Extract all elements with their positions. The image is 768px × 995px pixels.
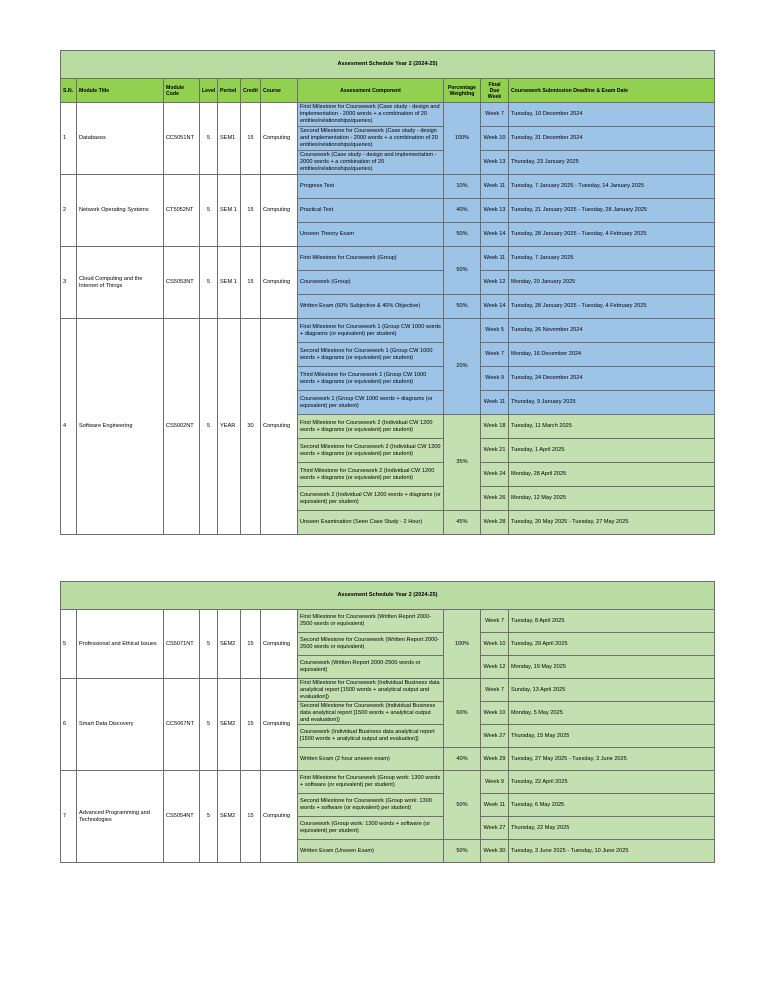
component-deadline: Monday, 28 April 2025 <box>509 463 715 487</box>
col-week: Final Due Week <box>481 79 509 103</box>
module-credit: 15 <box>241 610 261 679</box>
module-period: SEM2 <box>218 610 241 679</box>
module-title: Professional and Ethical Issues <box>77 610 164 679</box>
component-name: Unseen Examination (Seen Case Study - 2 Hour) <box>298 511 444 535</box>
component-weight: 40% <box>444 748 481 771</box>
component-name: Coursework (Individual Business data analytical report [1500 words + analytical output and evaluation]) <box>298 725 444 748</box>
module-code: CC5067NT <box>164 679 200 771</box>
component-weight: 60% <box>444 679 481 748</box>
component-week: Week 10 <box>481 127 509 151</box>
component-name: Coursework (Group work: 1300 words + software (or equivalent) per student) <box>298 817 444 840</box>
component-deadline: Tuesday, 29 April 2025 <box>509 633 715 656</box>
schedule-table-2 <box>60 581 715 863</box>
component-name: Second Milestone for Coursework (Individual Business data analytical report [1500 words + analytical output and evaluation]) <box>298 702 444 725</box>
component-deadline: Thursday, 23 January 2025 <box>509 151 715 175</box>
component-name: First Milestone for Coursework 1 (Group CW 1000 words + diagrams (or equivalent) per student) <box>298 319 444 343</box>
component-name: Second Milestone for Coursework (Case study - design and implementation - 2000 words + a combination of 20 entities/relationships/queries) <box>298 127 444 151</box>
component-deadline: Monday, 19 May 2025 <box>509 656 715 679</box>
module-title: Software Engineering <box>77 319 164 535</box>
component-weight: 50% <box>444 840 481 863</box>
module-course: Computing <box>261 679 298 771</box>
col-component: Assessment Component <box>298 79 444 103</box>
module-code: CS5054NT <box>164 771 200 863</box>
component-name: First Milestone for Coursework (Group) <box>298 247 444 271</box>
module-title: Databases <box>77 103 164 175</box>
module-code: CC5051NT <box>164 103 200 175</box>
module-period: SEM 1 <box>218 175 241 247</box>
component-name: Third Milestone for Coursework 1 (Group CW 1000 words + diagrams (or equivalent) per student) <box>298 367 444 391</box>
component-week: Week 27 <box>481 725 509 748</box>
component-week: Week 7 <box>481 610 509 633</box>
component-week: Week 18 <box>481 415 509 439</box>
module-code: CS5071NT <box>164 610 200 679</box>
component-week: Week 9 <box>481 771 509 794</box>
component-week: Week 11 <box>481 175 509 199</box>
component-weight: 50% <box>444 223 481 247</box>
schedule-table-1 <box>60 50 715 535</box>
component-name: Progress Test <box>298 175 444 199</box>
module-credit: 15 <box>241 247 261 319</box>
module-level: 5 <box>200 679 218 771</box>
component-name: Unseen Theory Exam <box>298 223 444 247</box>
module-title: Smart Data Discovery <box>77 679 164 771</box>
component-name: First Milestone for Coursework (Individual Business data analytical report [1500 words + analytical output and evaluation]) <box>298 679 444 702</box>
component-name: First Milestone for Coursework 2 (Individual CW 1200 words + diagrams (or equivalent) per student) <box>298 415 444 439</box>
component-week: Week 7 <box>481 343 509 367</box>
component-deadline: Tuesday, 24 December 2024 <box>509 367 715 391</box>
component-deadline: Monday, 16 December 2024 <box>509 343 715 367</box>
component-week: Week 14 <box>481 295 509 319</box>
module-level: 5 <box>200 610 218 679</box>
component-deadline: Tuesday, 10 December 2024 <box>509 103 715 127</box>
component-week: Week 13 <box>481 151 509 175</box>
component-week: Week 11 <box>481 391 509 415</box>
module-sn: 5 <box>61 610 77 679</box>
component-week: Week 12 <box>481 656 509 679</box>
module-level: 5 <box>200 175 218 247</box>
component-weight: 40% <box>444 199 481 223</box>
component-deadline: Tuesday, 28 January 2025 - Tuesday, 4 February 2025 <box>509 223 715 247</box>
component-weight: 50% <box>444 295 481 319</box>
module-title: Advanced Programming and Technologies <box>77 771 164 863</box>
component-weight: 20% <box>444 319 481 415</box>
component-week: Week 7 <box>481 679 509 702</box>
component-week: Week 30 <box>481 840 509 863</box>
component-deadline: Tuesday, 31 December 2024 <box>509 127 715 151</box>
component-deadline: Tuesday, 1 April 2025 <box>509 439 715 463</box>
module-title: Cloud Computing and the Internet of Things <box>77 247 164 319</box>
col-module-title: Module Title <box>77 79 164 103</box>
module-sn: 4 <box>61 319 77 535</box>
component-week: Week 26 <box>481 487 509 511</box>
component-deadline: Tuesday, 26 November 2024 <box>509 319 715 343</box>
module-sn: 7 <box>61 771 77 863</box>
component-name: Written Exam (60% Subjective & 40% Objective) <box>298 295 444 319</box>
component-weight: 35% <box>444 415 481 511</box>
col-level: Level <box>200 79 218 103</box>
component-deadline: Tuesday, 6 May 2025 <box>509 794 715 817</box>
component-weight: 100% <box>444 103 481 175</box>
component-deadline: Tuesday, 8 April 2025 <box>509 610 715 633</box>
module-credit: 30 <box>241 319 261 535</box>
page-title: Assesment Schedule Year 2 (2024-25) <box>61 51 715 79</box>
module-sn: 3 <box>61 247 77 319</box>
module-course: Computing <box>261 247 298 319</box>
component-week: Week 5 <box>481 319 509 343</box>
component-week: Week 12 <box>481 271 509 295</box>
component-deadline: Monday, 20 January 2025 <box>509 271 715 295</box>
component-deadline: Thursday, 9 January 2025 <box>509 391 715 415</box>
component-week: Week 10 <box>481 633 509 656</box>
component-name: Coursework 1 (Group CW 1000 words + diagrams (or equivalent) per student) <box>298 391 444 415</box>
col-sn: S.N. <box>61 79 77 103</box>
component-name: Second Milestone for Coursework (Written Report 2000-2500 words or equivalent) <box>298 633 444 656</box>
component-deadline: Monday, 12 May 2025 <box>509 487 715 511</box>
module-title: Network Operating Systems <box>77 175 164 247</box>
component-name: First Milestone for Coursework (Case study - design and implementation - 2000 words + a combination of 20 entities/relationships/queries) <box>298 103 444 127</box>
component-week: Week 21 <box>481 439 509 463</box>
component-deadline: Sunday, 13 April 2025 <box>509 679 715 702</box>
component-deadline: Tuesday, 22 April 2025 <box>509 771 715 794</box>
module-credit: 15 <box>241 679 261 771</box>
module-sn: 1 <box>61 103 77 175</box>
component-week: Week 10 <box>481 702 509 725</box>
component-name: Written Exam (Unseen Exam) <box>298 840 444 863</box>
col-period: Period <box>218 79 241 103</box>
component-name: Second Milestone for Coursework 2 (Individual CW 1200 words + diagrams (or equivalent) per student) <box>298 439 444 463</box>
component-week: Week 29 <box>481 748 509 771</box>
component-name: Practical Test <box>298 199 444 223</box>
component-weight: 10% <box>444 175 481 199</box>
module-sn: 2 <box>61 175 77 247</box>
col-weighting: Percentage Weighting <box>444 79 481 103</box>
component-week: Week 27 <box>481 817 509 840</box>
module-code: CS5053NT <box>164 247 200 319</box>
component-deadline: Thursday, 22 May 2025 <box>509 817 715 840</box>
module-period: SEM2 <box>218 771 241 863</box>
component-week: Week 7 <box>481 103 509 127</box>
component-name: Written Exam (2 hour unseen exam) <box>298 748 444 771</box>
col-module-code: Module Code <box>164 79 200 103</box>
component-weight: 100% <box>444 610 481 679</box>
module-level: 5 <box>200 319 218 535</box>
module-level: 5 <box>200 771 218 863</box>
col-deadline: Coursework Submission Deadline & Exam Date <box>509 79 715 103</box>
component-deadline: Tuesday, 7 January 2025 <box>509 247 715 271</box>
module-course: Computing <box>261 771 298 863</box>
component-deadline: Monday, 5 May 2025 <box>509 702 715 725</box>
module-credit: 15 <box>241 771 261 863</box>
module-course: Computing <box>261 175 298 247</box>
module-level: 5 <box>200 103 218 175</box>
module-period: SEM1 <box>218 103 241 175</box>
component-deadline: Tuesday, 21 January 2025 - Tuesday, 28 January 2025 <box>509 199 715 223</box>
component-week: Week 13 <box>481 199 509 223</box>
component-deadline: Tuesday, 11 March 2025 <box>509 415 715 439</box>
component-name: Third Milestone for Coursework 2 (Individual CW 1200 words + diagrams (or equivalent) per student) <box>298 463 444 487</box>
page-title: Assesment Schedule Year 2 (2024-25) <box>61 582 715 610</box>
module-credit: 15 <box>241 103 261 175</box>
component-week: Week 24 <box>481 463 509 487</box>
component-deadline: Tuesday, 20 May 2025 - Tuesday, 27 May 2025 <box>509 511 715 535</box>
component-week: Week 9 <box>481 367 509 391</box>
module-period: SEM 1 <box>218 247 241 319</box>
component-deadline: Tuesday, 7 January 2025 - Tuesday, 14 January 2025 <box>509 175 715 199</box>
component-deadline: Tuesday, 3 June 2025 - Tuesday, 10 June 2025 <box>509 840 715 863</box>
module-period: YEAR <box>218 319 241 535</box>
component-deadline: Thursday, 15 May 2025 <box>509 725 715 748</box>
component-weight: 50% <box>444 247 481 295</box>
schedule-page-2 <box>60 581 714 863</box>
component-week: Week 11 <box>481 247 509 271</box>
component-name: Coursework 2 (Individual CW 1200 words + diagrams (or equivalent) per student) <box>298 487 444 511</box>
schedule-page-1 <box>60 50 714 535</box>
component-deadline: Tuesday, 28 January 2025 - Tuesday, 4 February 2025 <box>509 295 715 319</box>
component-weight: 50% <box>444 771 481 840</box>
component-name: Second Milestone for Coursework (Group work: 1300 words + software (or equivalent) per student) <box>298 794 444 817</box>
module-course: Computing <box>261 610 298 679</box>
component-name: First Milestone for Coursework (Written Report 2000-2500 words or equivalent) <box>298 610 444 633</box>
component-name: First Milestone for Coursework (Group work: 1300 words + software (or equivalent) per student) <box>298 771 444 794</box>
col-credit: Credit <box>241 79 261 103</box>
module-code: CS5002NT <box>164 319 200 535</box>
component-week: Week 14 <box>481 223 509 247</box>
module-credit: 15 <box>241 175 261 247</box>
module-sn: 6 <box>61 679 77 771</box>
module-period: SEM2 <box>218 679 241 771</box>
component-name: Coursework (Written Report 2000-2500 words or equivalent) <box>298 656 444 679</box>
component-deadline: Tuesday, 27 May 2025 - Tuesday, 3 June 2025 <box>509 748 715 771</box>
component-name: Coursework (Case study - design and implementation - 2000 words + a combination of 20 entities/relationships/queries) <box>298 151 444 175</box>
module-code: CT5052NT <box>164 175 200 247</box>
module-level: 5 <box>200 247 218 319</box>
component-name: Coursework (Group) <box>298 271 444 295</box>
component-weight: 45% <box>444 511 481 535</box>
module-course: Computing <box>261 319 298 535</box>
component-week: Week 11 <box>481 794 509 817</box>
col-course: Course <box>261 79 298 103</box>
component-week: Week 28 <box>481 511 509 535</box>
module-course: Computing <box>261 103 298 175</box>
component-name: Second Milestone for Coursework 1 (Group CW 1000 words + diagrams (or equivalent) per student) <box>298 343 444 367</box>
